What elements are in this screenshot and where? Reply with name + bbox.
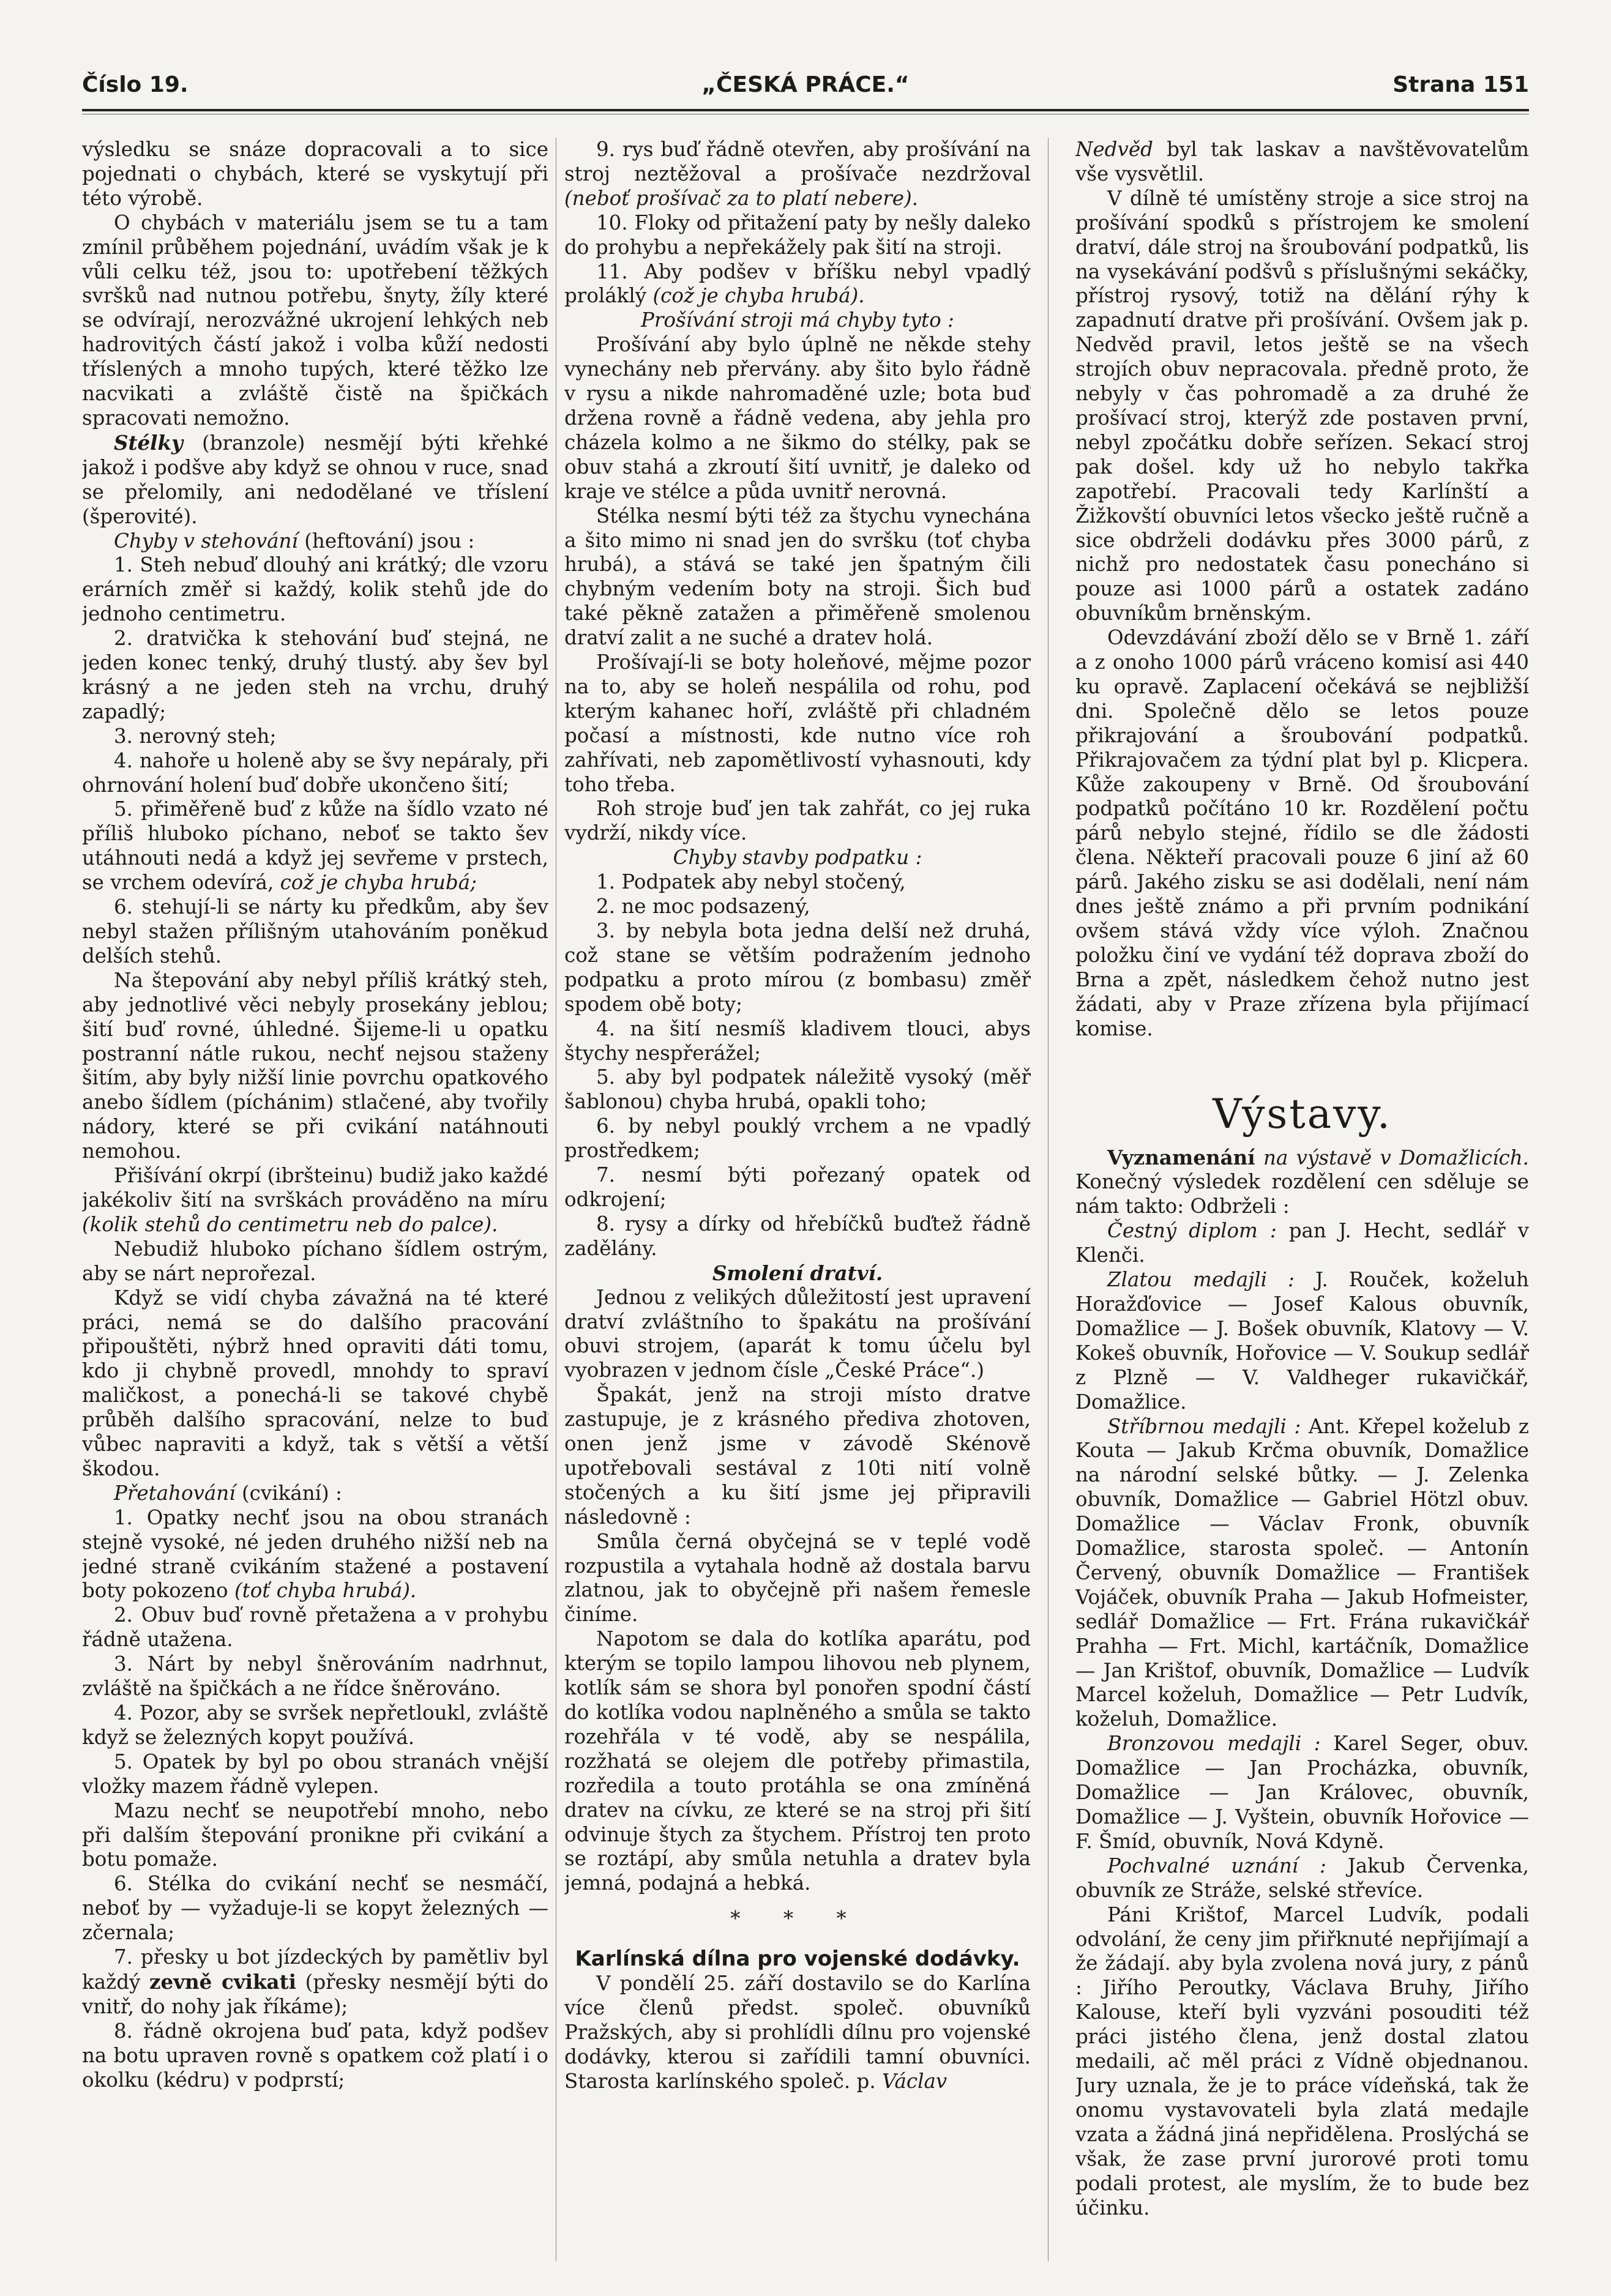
text: 9. rys buď řádně otevřen, aby prošívání na stroj neztěžoval a prošívače nezdržoval xyxy=(564,138,1031,185)
person-name: Václav xyxy=(882,2069,948,2093)
award-category: Zlatou medajli : xyxy=(1107,1268,1295,1292)
emphasis: na výstavě v Domažlicích. xyxy=(1263,1146,1529,1169)
paragraph: Jednou z velikých důležitostí jest upravení dratví zvláštního to špakátu na prošívání obuvi strojem, (aparát k tomu účelu byl vyobrazen v jednom čísle „České Práce“.) xyxy=(564,1285,1031,1382)
list-item: 2. dratvička k stehování buď stejná, ne jeden konec tenký, druhý tlustý. aby šev byl krásný a ne jeden steh na vrchu, druhý zapadlý; xyxy=(82,627,548,723)
header-rule xyxy=(82,109,1529,111)
award-paragraph xyxy=(1075,1268,1529,1414)
list-item xyxy=(82,1945,548,2019)
award-paragraph xyxy=(1075,1415,1529,1732)
list-item: 1. Podpatek aby nebyl stočený, xyxy=(596,870,906,894)
text: (branzole) nesmějí býti křehké jakož i podšve aby když se ohnou v ruce, snad se přelomily, ani nedodělané ve tříslení (šperovité). xyxy=(82,431,548,528)
text: pan J. Hecht, sedlář v Klenči. xyxy=(1075,1219,1529,1267)
subheading: Přetahování xyxy=(114,1481,236,1505)
list-item: 1. Steh nebuď dlouhý ani krátký; dle vzoru erárních změř si každý, kolik stehů jde do jednoho centimetru. xyxy=(82,553,548,626)
emphasis: (toť chyba hrubá). xyxy=(234,1579,417,1603)
person-name: Nedvěd xyxy=(1075,138,1153,161)
paragraph: Špakát, jenž na stroji místo dratve zastupuje, je z krásného přediva zhotoven, onen jenž jsme v závodě Skénově upotřebovali sestával z 10ti nití volně stočených a ku šití jsme jej připravili následovně : xyxy=(564,1383,1031,1529)
subheading: Chyby v stehování xyxy=(114,529,298,553)
paragraph xyxy=(1075,138,1529,187)
text: (přesky nesmějí býti do vnitř, do nohy jak říkáme); xyxy=(82,1970,548,2018)
list-item: 8. řádně okrojena buď pata, když podšev na botu upraven rovně s opatkem což platí i o okolku (kédru) v podprstí; xyxy=(82,2019,548,2092)
text: Karel Seger, obuv. Domažlice — Jan Procházka, obuvník, Domažlice — Jan Královec, obuvník, Domažlice — J. Vyštein, obuvník Hořovice — F. Šmíd, obuvník, Nová Kdyně. xyxy=(1075,1732,1529,1853)
text: 5. přiměřeně buď z kůže na šídlo vzato né příliš hluboko píchano, neboť se takto šev utáhnouti nedá a když jej sevřeme v prstech, se vrchem odevírá, xyxy=(82,797,548,895)
paragraph: Mazu nechť se neupotřebí mnoho, nebo při dalším štepování pronikne při cvikání a botu pomaže. xyxy=(82,1798,548,1871)
paragraph: Roh stroje buď jen tak zahřát, co jej ruka vydrží, nikdy více. xyxy=(564,797,1031,845)
paragraph: V dílně té umístěny stroje a sice stroj na prošívání spodků s přístrojem ke smolení dratví, dále stroj na šroubování podpatků, lis na vysekávání podšvů s příslušnými sekáčky, přístroj rysový, totiž na dělání rýhy k zapadnutí dratve při prošívání. Ovšem jak p. Nedvěd pravil, letos ještě se na všech strojích obuv nepracovala. předně proto, že nebyly v čas pohromadě a za druhé že prošívací stroj, kterýž zde postaven první, nebyl zpočátku dobře seřízen. Sekací stroj pak došel. kdy už ho nebylo takřka zapotřebí. Pracovali tedy Karlínští a Žižkovští obuvníci letos všecko ještě ručně a sice obdrželi dodávku přes 3000 párů, z nichž pro nedostatek času ponecháno si pouze asi 1000 párů a ostatek zadáno obuvníkům brněnským. xyxy=(1075,186,1529,625)
paragraph xyxy=(82,431,548,529)
emphasis: (což je chyba hrubá). xyxy=(652,284,865,308)
paragraph: Napotom se dala do kotlíka aparátu, pod kterým se topilo lampou lihovou neb plynem, kotlík sám se shora byl ponořen spodní částí do kotlíka vodou naplněného a smůla se takto rozehřála v té vodě, aby se nespálila, rozžhatá se olejem dle potřeby přimastila, rozředila a touto protáhla se ona zmíněná dratev na cívku, ze které se na stroj při šití odvinuje štych za štychem. Přístroj ten proto se roztápí, aby smůla netuhla a dratev byla jemná, podajná a hebká. xyxy=(564,1627,1031,1895)
term: Vyznamenání xyxy=(1107,1145,1255,1169)
section-separator: * * * xyxy=(730,1907,865,1931)
paragraph: Stélka nesmí býti též za štychu vynechána a šito mimo ni snad jen do svršku (toť chyba hrubá), a stává se také jen špatným čili chybným vedením boty na stroji. Šich buď také pěkně zatažen a přiměřeně smolenou dratví zalit a ne suché a dratev holá. xyxy=(564,504,1031,650)
issue-number: Číslo 19. xyxy=(82,72,189,97)
paragraph xyxy=(82,1164,548,1237)
paragraph: Nebudiž hluboko píchano šídlem ostrým, aby se nárt neprořezal. xyxy=(82,1237,548,1285)
list-item: 8. rysy a dírky od hřebíčků buďtež řádně zadělány. xyxy=(564,1212,1031,1260)
text: J. Rouček, koželuh Horažďovice — Josef Kalous obuvník, Domažlice — J. Bošek obuvník, Klatovy — V. Kokeš obuvník, Hořovice — V. Soukup sedlář z Plzně — V. Valdheger rukavičkář, Domažlice. xyxy=(1075,1268,1529,1414)
text: (cvikání) : xyxy=(241,1481,342,1505)
award-category: Čestný diplom : xyxy=(1107,1219,1277,1243)
text: 1. Opatky nechť jsou na obou stranách stejně vysoké, né jeden druhého nižší neb na jedné straně cvikáním stažené a postavení boty pokozeno xyxy=(82,1505,548,1603)
list-item: 3. Nárt by nebyl šněrováním nadrhnut, zvláště na špičkách a ne řídce šněrováno. xyxy=(82,1652,548,1701)
term: Stélky xyxy=(114,430,183,455)
paragraph: Na štepování aby nebyl příliš krátký steh, aby jednotlivé věci nebyly prosekány jeblou; šití buď rovné, úhledné. Šijeme-li u opatku postranní nátle rukou, nechť nejsou staženy šitím, aby byly nižší linie povrchu opatkového anebo šídlem (píchánim) stlačené, aby tvořily nádory, které se při cvikání natáhnouti nemohou. xyxy=(82,968,548,1163)
paragraph xyxy=(564,1972,1031,2094)
list-item: 6. Stélka do cvikání nechť se nesmáčí, neboť by — vyžaduje-li se kopyt železných — zčernala; xyxy=(82,1872,548,1945)
award-category: Bronzovou medajli : xyxy=(1107,1732,1321,1756)
column-2 xyxy=(564,138,1031,2261)
list-item: 4. nahoře u holeně aby se švy nepáraly, při ohrnování holení buď dobře ukončeno šití; xyxy=(82,748,548,797)
text: Přišívání okrpí (ibršteinu) budiž jako každé jakékoliv šití na svrškách prováděno na míru xyxy=(82,1164,548,1212)
list-item: 6. stehují-li se nárty ku předkům, aby šev nebyl stažen přílišným utahováním poněkud delších stehů. xyxy=(82,895,548,967)
list-item: 7. nesmí býti pořezaný opatek od odkrojení; xyxy=(564,1163,1031,1211)
paragraph xyxy=(82,529,548,554)
text: 7. přesky u bot jízdeckých by pamětliv byl každý xyxy=(82,1945,548,1994)
text: (heftování) jsou : xyxy=(304,529,475,553)
paragraph: Odevzdávání zboží dělo se v Brně 1. září a z onoho 1000 párů vráceno komisí asi 440 ku opravě. Zaplacení očekává se nejbližší dni. Společně dělo se letos pouze přikrajování a šroubování podpatků. Přikrajovačem za týdní plat byl p. Klicpera. Kůže zakoupeny v Brně. Od šroubování podpatků počítáno 10 kr. Rozdělení počtu párů nebylo stejné, řídilo se dle žádosti člena. Někteří pracovali pouze 6 jiní až 60 párů. Jakého zisku se asi dodělali, není nám dnes ještě známo a při prvním podnikání ovšem stává vždy více výloh. Značnou položku činí ve vydání též doprava zboží do Brna a zpět, následkem čehož nutno jest žádati, aby v Praze zřízena byla přijímací komise. xyxy=(1075,626,1529,1040)
list-item: 6. by nebyl pouklý vrchem a ne vpadlý prostředkem; xyxy=(564,1114,1031,1163)
emphasis: (kolik stehů do centimetru neb do palce). xyxy=(82,1212,498,1236)
list-item: 4. na šití nesmíš kladivem tlouci, abys štychy nespřerážel; xyxy=(564,1016,1031,1065)
list-item: 2. Obuv buď rovně přetažena a v prohybu řádně utažena. xyxy=(82,1603,548,1652)
list-item: 3. nerovný steh; xyxy=(114,724,277,748)
subheading: Smolení dratví. xyxy=(712,1261,883,1285)
list-item xyxy=(82,797,548,895)
text: Konečný výsledek rozdělení cen sděluje se nám takto: Odbrželi : xyxy=(1075,1170,1529,1218)
award-paragraph xyxy=(1075,1219,1529,1268)
text: byl tak laskav a navštěvovatelům vše vysvětlil. xyxy=(1075,138,1529,185)
text: V pondělí 25. září dostavilo se do Karlína více členů předst. společ. obuvníků Pražských, aby si prohlídli dílnu pro vojenské dodávky, kterou si zařídili tamní obuvníci. Starosta karlínského společ. p. xyxy=(564,1972,1031,2093)
paragraph: Prošívání aby bylo úplně ne někde stehy vynechány neb přervány. aby šito bylo řádně v rysu a nikde nahromaděné uzle; bota buď držena rovně a řádně vedena, aby jehla pro cházela kolmo a ne šikmo do stélky, pak se obuv stahá a zkroutí šití uvnitř, je daleko od kraje ve stélce a půda uvnitř nerovná. xyxy=(564,333,1031,503)
award-paragraph xyxy=(1075,1854,1529,1903)
column-1 xyxy=(82,138,548,2261)
emphasis: (neboť prošívač za to platí nebere). xyxy=(564,186,918,210)
text: Ant. Křepel koželub z Kouta — Jakub Krčma obuvník, Domažlice na národní selské bůtky. — J. Zelenka obuvník, Domažlice — Gabriel Hötzl obuv. Domažlice — Václav Fronk, obuvník Domažlice, starosta společ. — Antonín Červený, obuvník Domažlice — František Vojáček, obuvník Praha — Jakub Hofmeister, sedlář Domažlice — Frt. Frána rukavičkář Prahha — Frt. Michl, kartáčník, Domažlice — Jan Krištof, obuvník, Domažlice — Ludvík Marcel koželuh, Domažlice — Petr Ludvík, koželuh, Domažlice. xyxy=(1075,1414,1529,1731)
column-3 xyxy=(1075,138,1529,2261)
list-item: 3. by nebyla bota jedna delší než druhá, což stane se větším podražením jednoho podpatku a proto mírou (z bombasu) změř spodem obě boty; xyxy=(564,919,1031,1016)
list-item xyxy=(564,260,1031,309)
award-category: Stříbrnou medajli : xyxy=(1107,1414,1301,1438)
text: 11. Aby podšev v bříšku nebyl vpadlý proláklý xyxy=(564,259,1031,308)
publication-title: „ČESKÁ PRÁCE.“ xyxy=(701,72,910,97)
page-number: Strana 151 xyxy=(1392,72,1529,97)
list-item xyxy=(82,1506,548,1604)
article-heading: Karlínská dílna pro vojenské dodávky. xyxy=(575,1947,1020,1972)
paragraph: Prošívají-li se boty holeňové, mějme pozor na to, aby se holeň nespálila od rohu, pod kterým kahanec hoří, zvláště při chladném počasí a místnosti, kde nutno více roh zahřívati, neb zapomětlivostí vyhasnouti, kdy toho třeba. xyxy=(564,650,1031,796)
award-category: Pochvalné uznání : xyxy=(1107,1854,1326,1877)
list-item: 5. Opatek by byl po obou stranách vnější vložky mazem řádně vylepen. xyxy=(82,1750,548,1798)
paragraph: Smůla černá obyčejná se v teplé vodě rozpustila a vytahala hodně až dostala barvu zlatnou, jak to obyčejně při našem řemesle činíme. xyxy=(564,1529,1031,1627)
paragraph xyxy=(82,1482,548,1506)
list-item: 10. Floky od přitažení paty by nešly daleko do prohybu a nepřekážely pak šití na stroji. xyxy=(564,211,1031,259)
paragraph: O chybách v materiálu jsem se tu a tam zmínil průběhem pojednání, uvádím však je k vůli celku též, jsou to: upotřebení těžkých svršků nad nutnou potřebu, šnyty, žíly které se odvírají, nerozvážné ukrojení lehkých neb hadrovitých částí jakož i volba kůží nedosti tříslených a mnoho tupých, které těžko lze nacvikati a zvláště čistě na špičkách spracovati nemožno. xyxy=(82,211,548,430)
emphasis: zevně cvikati xyxy=(149,1969,296,1994)
subheading: Prošívání stroji má chyby tyto : xyxy=(641,308,954,332)
emphasis: což je chyba hrubá; xyxy=(280,871,477,895)
page-header xyxy=(82,72,1529,109)
list-item: 4. Pozor, aby se svršek nepřetloukl, zvláště když se železných kopyt používá. xyxy=(82,1701,548,1749)
paragraph xyxy=(1075,1146,1529,1220)
paragraph: výsledku se snáze dopracovali a to sice pojednati o chybách, které se vyskytují při této výrobě. xyxy=(82,138,548,210)
list-item xyxy=(564,138,1031,211)
list-item: 2. ne moc podsazený, xyxy=(596,895,810,919)
paragraph: Páni Krištof, Marcel Ludvík, podali odvolání, že ceny jim přiřknuté nepřijímají a že žádají. aby byla zvolena nová jury, z pánů : Jiřího Peroutky, Václava Bruhy, Jiřího Kalouse, kteří byli vyzváni posouditi též práci jistého člena, jenž dostal zlatou medaili, ač měl práci z Vídně objednanou. Jury uznala, že je to práce vídeňská, tak že onomu vystavovateli byla zlatá medajle vzata a žádná jiná nepřidělena. Proslýchá se však, že zase první jurorové proti tomu podali protest, ale myslím, že to bude bez účinku. xyxy=(1075,1903,1529,2220)
text: Jakub Červenka, obuvník ze Stráže, selské střevíce. xyxy=(1075,1854,1529,1902)
section-heading: Výstavy. xyxy=(1213,1090,1392,1138)
list-item: 5. aby byl podpatek náležitě vysoký (měř šablonou) chyba hrubá, opakli toho; xyxy=(564,1065,1031,1114)
subheading: Chyby stavby podpatku : xyxy=(673,846,922,870)
award-paragraph xyxy=(1075,1732,1529,1854)
paragraph: Když se vidí chyba závažná na té které práci, nemá se do dalšího pracování připouštěti, nýbrž hned opraviti dáti tomu, kdo ji chybně provedl, mnohdy to spraví maličkost, a ponechá-li se takové chybě průběh dalšího spracování, nelze to buď vůbec napraviti a když, tak s větší a větší škodou. xyxy=(82,1286,548,1480)
